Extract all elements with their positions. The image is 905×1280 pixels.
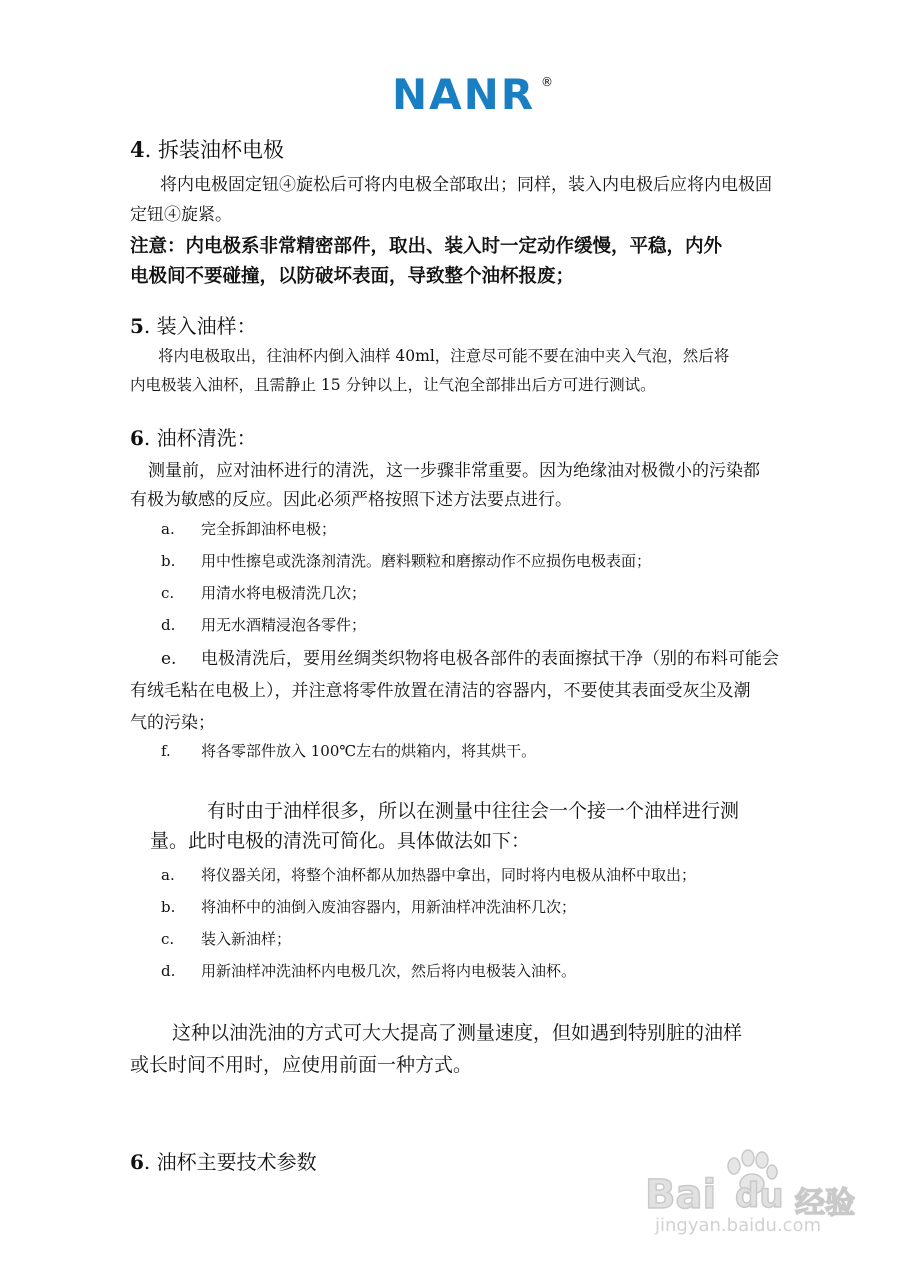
watermark-brand: Bai — [645, 1172, 717, 1218]
watermark-url: jingyan.baidu.com — [655, 1215, 822, 1236]
section-5-number: 5 — [130, 314, 144, 338]
list-marker: b. — [161, 552, 176, 570]
section-6-heading — [130, 422, 257, 451]
params-heading — [130, 1146, 317, 1175]
list-marker: c. — [161, 930, 175, 948]
params-title: . 油杯主要技术参数 — [143, 1150, 317, 1174]
brand-logo: NANR — [392, 70, 536, 119]
list-item — [161, 582, 366, 603]
list-item — [161, 960, 576, 981]
list-item — [161, 518, 336, 539]
section-5-heading — [130, 310, 257, 339]
list-marker: b. — [161, 898, 176, 916]
section-6-para-line-2: 有极为敏感的反应。因此必须严格按照下述方法要点进行。 — [130, 490, 572, 510]
baidu-jingyan-watermark — [645, 1150, 885, 1250]
list-marker: e. — [161, 649, 177, 669]
section-6-number: 6 — [130, 426, 144, 450]
list-text: 将油杯中的油倒入废油容器内，用新油样冲洗油杯几次； — [201, 898, 577, 916]
list-text: 装入新油样； — [201, 930, 292, 948]
section-5-para-line-2: 内电极装入油杯，且需静止 15 分钟以上，让气泡全部排出后方可进行测试。 — [130, 376, 656, 394]
section-6-title: . 油杯清洗： — [143, 426, 257, 450]
list-item-e-line-1 — [161, 644, 779, 669]
warning-line-2: 电极间不要碰撞，以防破坏表面，导致整个油杯报废； — [130, 266, 575, 287]
registered-mark: ® — [541, 75, 553, 89]
list-text: 完全拆卸油杯电极； — [201, 520, 337, 538]
list-item — [161, 740, 536, 761]
section-4-para-line-1: 将内电极固定钮④旋松后可将内电极全部取出；同样，装入内电极后应将内电极固 — [160, 175, 772, 195]
section-4-number: 4 — [130, 137, 145, 162]
quick-intro-line-1: 有时由于油样很多，所以在测量中往往会一个接一个油样进行测 — [207, 800, 740, 822]
section-4-title: . 拆装油杯电极 — [144, 138, 284, 162]
list-text: 将各零部件放入 100℃左右的烘箱内，将其烘干。 — [201, 742, 537, 760]
list-item — [161, 928, 291, 949]
section-4-para-line-2: 定钮④旋紧。 — [130, 205, 232, 225]
section-5-para-line-1: 将内电极取出，往油杯内倒入油样 40ml，注意尽可能不要在油中夹入气泡，然后将 — [158, 347, 730, 365]
watermark-brand-du: du — [735, 1176, 784, 1216]
quick-intro-line-2: 量。此时电极的清洗可简化。具体做法如下： — [150, 830, 531, 852]
params-number: 6 — [130, 1150, 144, 1174]
list-text: 用新油样冲洗油杯内电极几次，然后将内电极装入油杯。 — [201, 962, 577, 980]
list-marker: f. — [161, 742, 171, 760]
list-item — [161, 614, 366, 635]
warning-line-1: 注意：内电极系非常精密部件，取出、装入时一定动作缓慢，平稳，内外 — [130, 236, 723, 257]
section-4-heading — [130, 134, 284, 164]
list-item — [161, 896, 576, 917]
list-marker: a. — [161, 520, 175, 538]
watermark-cn: 经验 — [795, 1186, 855, 1221]
list-marker: c. — [161, 584, 175, 602]
list-marker: d. — [161, 962, 176, 980]
list-item-e-line-2: 有绒毛粘在电极上），并注意将零件放置在清洁的容器内，不要使其表面受灰尘及潮 — [130, 681, 751, 701]
list-text: 电极清洗后，要用丝绸类织物将电极各部件的表面擦拭干净（别的布料可能会 — [201, 649, 779, 669]
list-marker: d. — [161, 616, 176, 634]
list-item — [161, 864, 696, 885]
closing-line-2: 或长时间不用时，应使用前面一种方式。 — [130, 1054, 473, 1076]
list-text: 用清水将电极清洗几次； — [201, 584, 367, 602]
list-text: 将仪器关闭，将整个油杯都从加热器中拿出，同时将内电极从油杯中取出； — [201, 866, 697, 884]
list-text: 用无水酒精浸泡各零件； — [201, 616, 367, 634]
closing-line-1: 这种以油洗油的方式可大大提高了测量速度，但如遇到特别脏的油样 — [172, 1022, 743, 1044]
list-item-e-line-3: 气的污染； — [130, 713, 215, 733]
list-item — [161, 550, 651, 571]
list-marker: a. — [161, 866, 175, 884]
section-5-title: . 装入油样： — [143, 314, 257, 338]
section-6-para-line-1: 测量前，应对油杯进行的清洗，这一步骤非常重要。因为绝缘油对极微小的污染都 — [148, 461, 760, 481]
list-text: 用中性擦皂或洗涤剂清洗。磨料颗粒和磨擦动作不应损伤电极表面； — [201, 552, 652, 570]
